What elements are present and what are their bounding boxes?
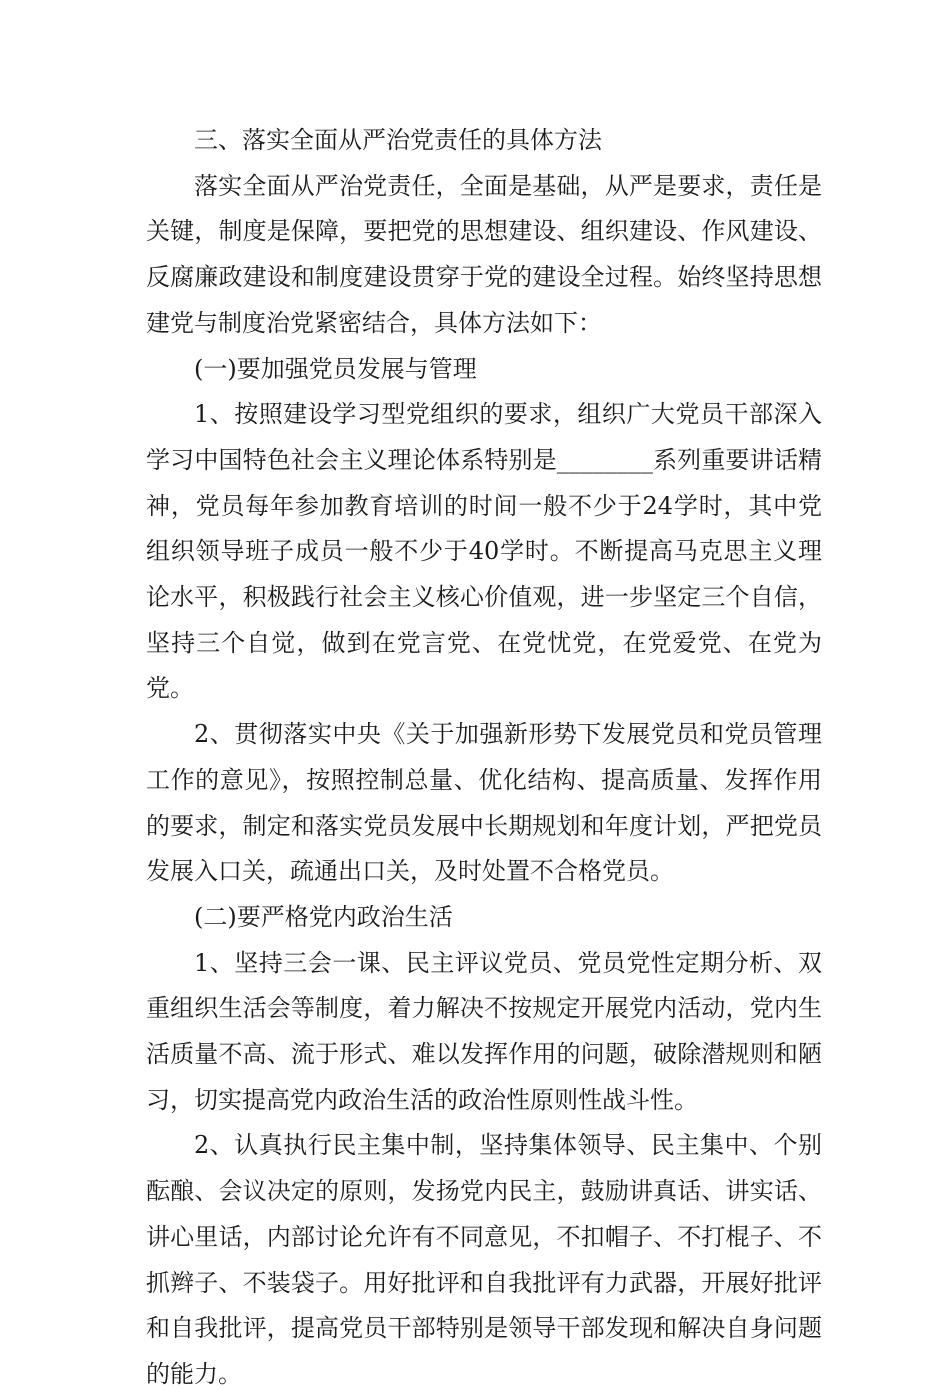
subsection-heading-2: (二)要严格党内政治生活 <box>194 902 453 931</box>
section-heading: 三、落实全面从严治党责任的具体方法 <box>194 126 602 154</box>
paragraph-1-1: 1、按照建设学习型党组织的要求，组织广大党员干部深入学习中国特色社会主义理论体系特别是________系列重要讲话精神，党员每年参加教育培训的时间一般不少于24学时，其中党组织领导班子成员一般不少于40学时。不断提高马克思主义理论水平，积极践行社会主义核心价值观，进一步坚定三个自信，坚持三个自觉，做到在党言党、在党忧党，在党爱党、在党为党。 <box>146 400 822 703</box>
intro-paragraph: 落实全面从严治党责任，全面是基础，从严是要求，责任是关键，制度是保障，要把党的思想建设、组织建设、作风建设、反腐廉政建设和制度建设贯穿于党的建设全过程。始终坚持思想建党与制度治党紧密结合，具体方法如下： <box>146 171 822 337</box>
paragraph-2-1: 1、坚持三会一课、民主评议党员、党员党性定期分析、双重组织生活会等制度，着力解决不按规定开展党内活动，党内生活质量不高、流于形式、难以发挥作用的问题，破除潜规则和陋习，切实提高党内政治生活的政治性原则性战斗性。 <box>146 948 822 1114</box>
paragraph-1-2: 2、贯彻落实中央《关于加强新形势下发展党员和党员管理工作的意见》，按照控制总量、优化结构、提高质量、发挥作用的要求，制定和落实党员发展中长期规划和年度计划，严把党员发展入口关，疏通出口关，及时处置不合格党员。 <box>146 720 822 886</box>
subsection-heading-1: (一)要加强党员发展与管理 <box>194 354 477 383</box>
document-body <box>146 118 822 1398</box>
paragraph-2-2: 2、认真执行民主集中制，坚持集体领导、民主集中、个别酝酿、会议决定的原则，发扬党内民主，鼓励讲真话、讲实话、讲心里话，内部讨论允许有不同意见，不扣帽子、不打棍子、不抓辫子、不装袋子。用好批评和自我批评有力武器，开展好批评和自我批评，提高党员干部特别是领导干部发现和解决自身问题的能力。 <box>146 1131 822 1388</box>
